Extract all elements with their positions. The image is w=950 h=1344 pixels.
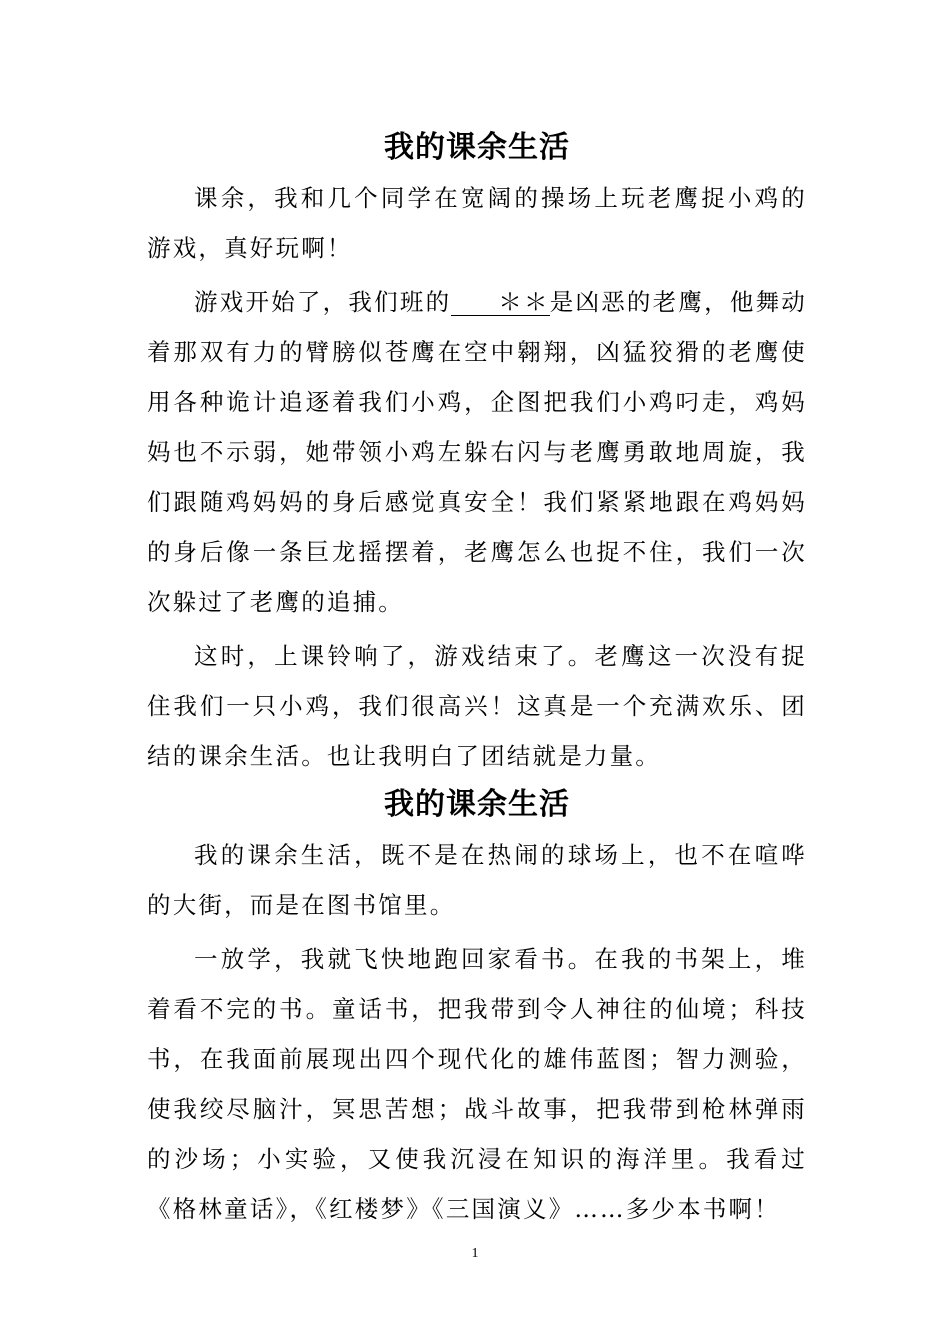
essay-1-paragraph-3: 这时，上课铃响了，游戏结束了。老鹰这一次没有捉住我们一只小鸡，我们很高兴！这真是一个充满欢乐、团结的课余生活。也让我明白了团结就是力量。 <box>147 642 807 770</box>
essay-2-title: 我的课余生活 <box>384 787 570 822</box>
essay-1-paragraph-2 <box>147 277 807 627</box>
essay-1-paragraph-1: 课余，我和几个同学在宽阔的操场上玩老鹰捉小鸡的游戏，真好玩啊！ <box>147 184 807 262</box>
essay-2-paragraph-1: 我的课余生活，既不是在热闹的球场上，也不在喧哗的大街，而是在图书馆里。 <box>147 841 807 919</box>
essay-1-paragraph-2-rest: 是凶恶的老鹰，他舞动着那双有力的臂膀似苍鹰在空中翱翔，凶猛狡猾的老鹰使用各种诡计追逐着我们小鸡，企图把我们小鸡叼走，鸡妈妈也不示弱，她带领小鸡左躲右闪与老鹰勇敢地周旋，我们跟随鸡妈妈的身后感觉真安全！我们紧紧地跟在鸡妈妈的身后像一条巨龙摇摆着，老鹰怎么也捉不住，我们一次次躲过了老鹰的追捕。 <box>147 288 807 616</box>
essay-2-paragraph-2: 一放学，我就飞快地跑回家看书。在我的书架上，堆着看不完的书。童话书，把我带到令人神往的仙境；科技书，在我面前展现出四个现代化的雄伟蓝图；智力测验，使我绞尽脑汁，冥思苦想；战斗故事，把我带到枪林弹雨的沙场；小实验，又使我沉浸在知识的海洋里。我看过《格林童话》，《红楼梦》《三国演义》……多少本书啊！ <box>147 945 807 1223</box>
essay-1-title: 我的课余生活 <box>384 130 570 165</box>
essay-1-paragraph-2-start: 游戏开始了，我们班的 <box>194 288 452 316</box>
document-page <box>147 124 807 1234</box>
name-blank: ＊＊ <box>451 289 549 316</box>
page-number: 1 <box>471 1246 479 1261</box>
